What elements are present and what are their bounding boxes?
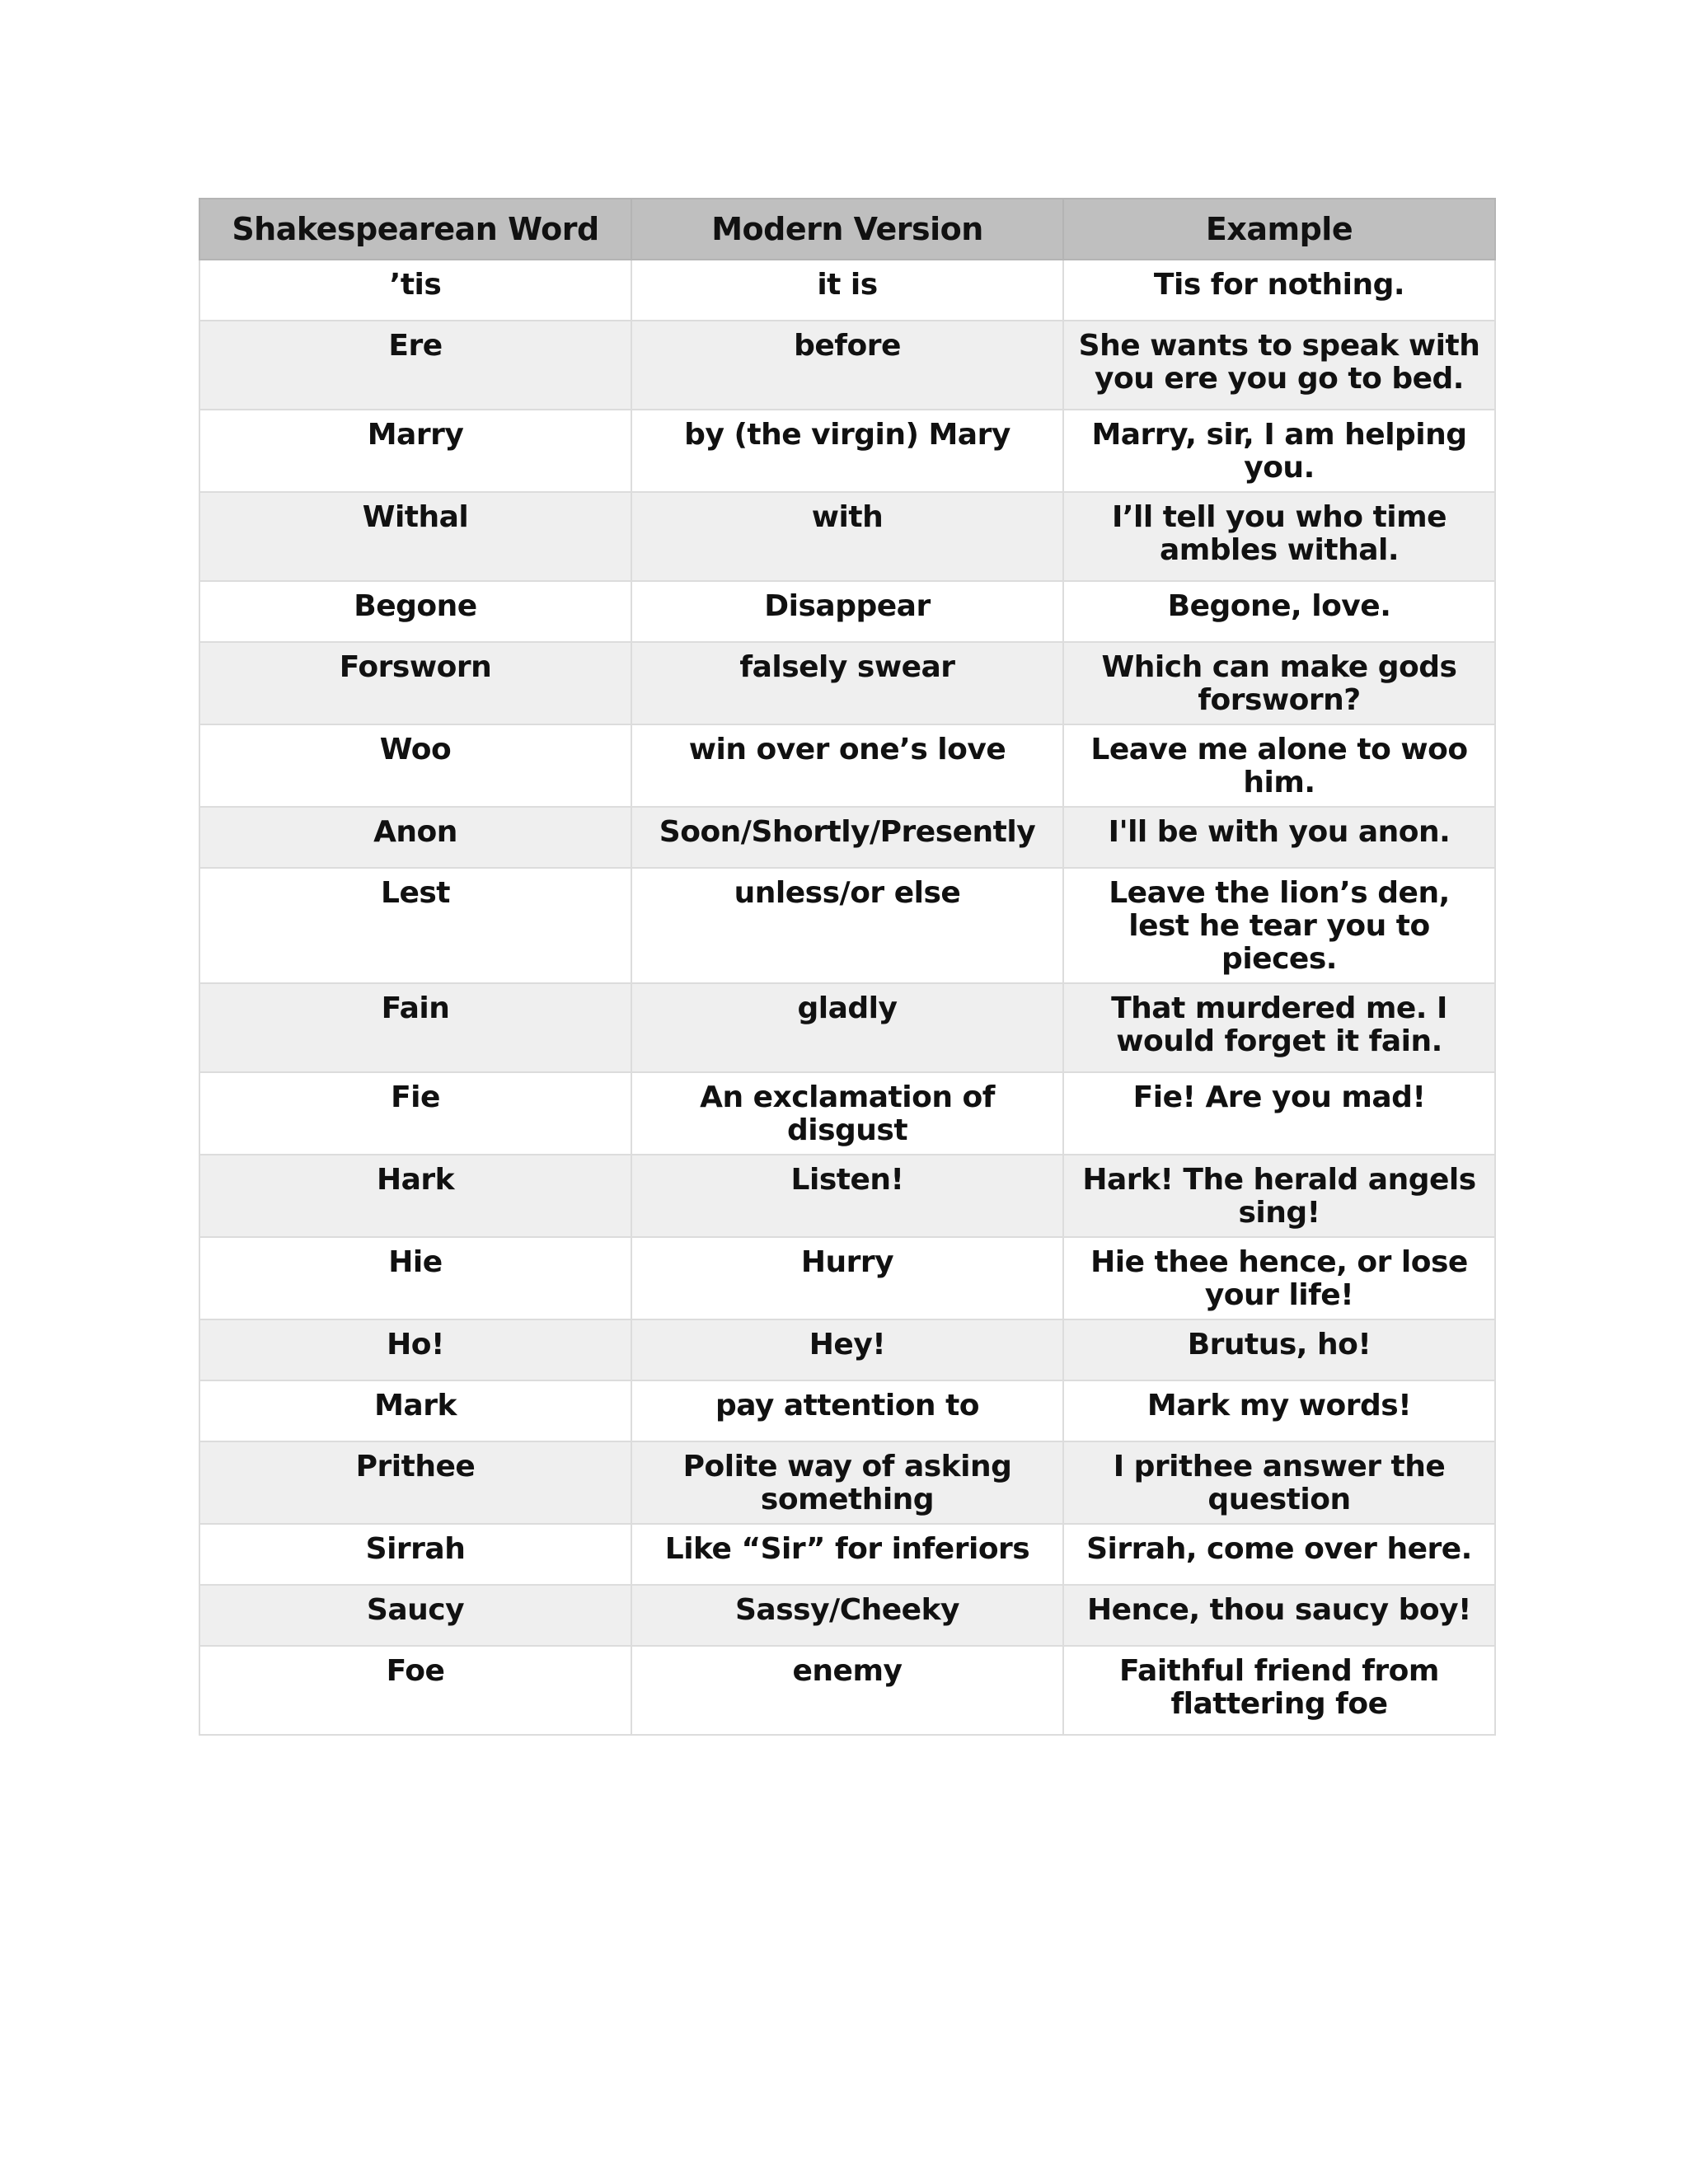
word-cell: Lest — [199, 868, 631, 983]
modern-cell: Hurry — [631, 1237, 1063, 1319]
modern-cell: Polite way of asking something — [631, 1441, 1063, 1524]
modern-cell: it is — [631, 260, 1063, 321]
table-row — [199, 1072, 1495, 1155]
word-cell: Saucy — [199, 1585, 631, 1646]
example-cell: Marry, sir, I am helping you. — [1063, 410, 1495, 492]
example-cell: That murdered me. I would forget it fain. — [1063, 983, 1495, 1072]
table-row — [199, 1646, 1495, 1735]
word-cell: Marry — [199, 410, 631, 492]
word-cell: Forsworn — [199, 642, 631, 724]
header-shakespearean-word: Shakespearean Word — [199, 199, 631, 260]
table-header — [199, 199, 1495, 260]
modern-cell: Hey! — [631, 1319, 1063, 1380]
modern-cell: unless/or else — [631, 868, 1063, 983]
table-row — [199, 1585, 1495, 1646]
example-cell: She wants to speak with you ere you go to bed. — [1063, 321, 1495, 410]
table-row — [199, 983, 1495, 1072]
word-cell: Ere — [199, 321, 631, 410]
header-row — [199, 199, 1495, 260]
word-cell: Withal — [199, 492, 631, 581]
example-cell: Mark my words! — [1063, 1380, 1495, 1441]
modern-cell: with — [631, 492, 1063, 581]
modern-cell: before — [631, 321, 1063, 410]
example-cell: Leave the lion’s den, lest he tear you to pieces. — [1063, 868, 1495, 983]
table-row — [199, 1441, 1495, 1524]
table-row — [199, 807, 1495, 868]
modern-cell: win over one’s love — [631, 724, 1063, 807]
word-cell: Woo — [199, 724, 631, 807]
modern-cell: Sassy/Cheeky — [631, 1585, 1063, 1646]
header-modern-version: Modern Version — [631, 199, 1063, 260]
word-cell: ’tis — [199, 260, 631, 321]
modern-cell: Soon/Shortly/Presently — [631, 807, 1063, 868]
word-cell: Ho! — [199, 1319, 631, 1380]
modern-cell: Like “Sir” for inferiors — [631, 1524, 1063, 1585]
word-cell: Mark — [199, 1380, 631, 1441]
word-cell: Anon — [199, 807, 631, 868]
word-cell: Prithee — [199, 1441, 631, 1524]
example-cell: Leave me alone to woo him. — [1063, 724, 1495, 807]
example-cell: Hie thee hence, or lose your life! — [1063, 1237, 1495, 1319]
table-row — [199, 410, 1495, 492]
table-row — [199, 642, 1495, 724]
word-cell: Fie — [199, 1072, 631, 1155]
table-row — [199, 868, 1495, 983]
table-row — [199, 260, 1495, 321]
header-example: Example — [1063, 199, 1495, 260]
table-row — [199, 492, 1495, 581]
modern-cell: falsely swear — [631, 642, 1063, 724]
modern-cell: gladly — [631, 983, 1063, 1072]
table-row — [199, 1380, 1495, 1441]
example-cell: I'll be with you anon. — [1063, 807, 1495, 868]
word-cell: Hark — [199, 1155, 631, 1237]
table-row — [199, 724, 1495, 807]
table-row — [199, 1237, 1495, 1319]
example-cell: I’ll tell you who time ambles withal. — [1063, 492, 1495, 581]
example-cell: I prithee answer the question — [1063, 1441, 1495, 1524]
modern-cell: by (the virgin) Mary — [631, 410, 1063, 492]
modern-cell: Disappear — [631, 581, 1063, 642]
table-row — [199, 581, 1495, 642]
example-cell: Which can make gods forsworn? — [1063, 642, 1495, 724]
word-cell: Foe — [199, 1646, 631, 1735]
word-cell: Begone — [199, 581, 631, 642]
table-body — [199, 260, 1495, 1735]
shakespeare-vocabulary-table — [199, 198, 1496, 1736]
example-cell: Faithful friend from flattering foe — [1063, 1646, 1495, 1735]
example-cell: Tis for nothing. — [1063, 260, 1495, 321]
example-cell: Hark! The herald angels sing! — [1063, 1155, 1495, 1237]
word-cell: Fain — [199, 983, 631, 1072]
example-cell: Brutus, ho! — [1063, 1319, 1495, 1380]
example-cell: Begone, love. — [1063, 581, 1495, 642]
modern-cell: Listen! — [631, 1155, 1063, 1237]
table-row — [199, 1155, 1495, 1237]
modern-cell: enemy — [631, 1646, 1063, 1735]
example-cell: Hence, thou saucy boy! — [1063, 1585, 1495, 1646]
modern-cell: pay attention to — [631, 1380, 1063, 1441]
word-cell: Sirrah — [199, 1524, 631, 1585]
example-cell: Sirrah, come over here. — [1063, 1524, 1495, 1585]
word-cell: Hie — [199, 1237, 631, 1319]
table-row — [199, 1524, 1495, 1585]
example-cell: Fie! Are you mad! — [1063, 1072, 1495, 1155]
table-row — [199, 321, 1495, 410]
modern-cell: An exclamation of disgust — [631, 1072, 1063, 1155]
table-row — [199, 1319, 1495, 1380]
